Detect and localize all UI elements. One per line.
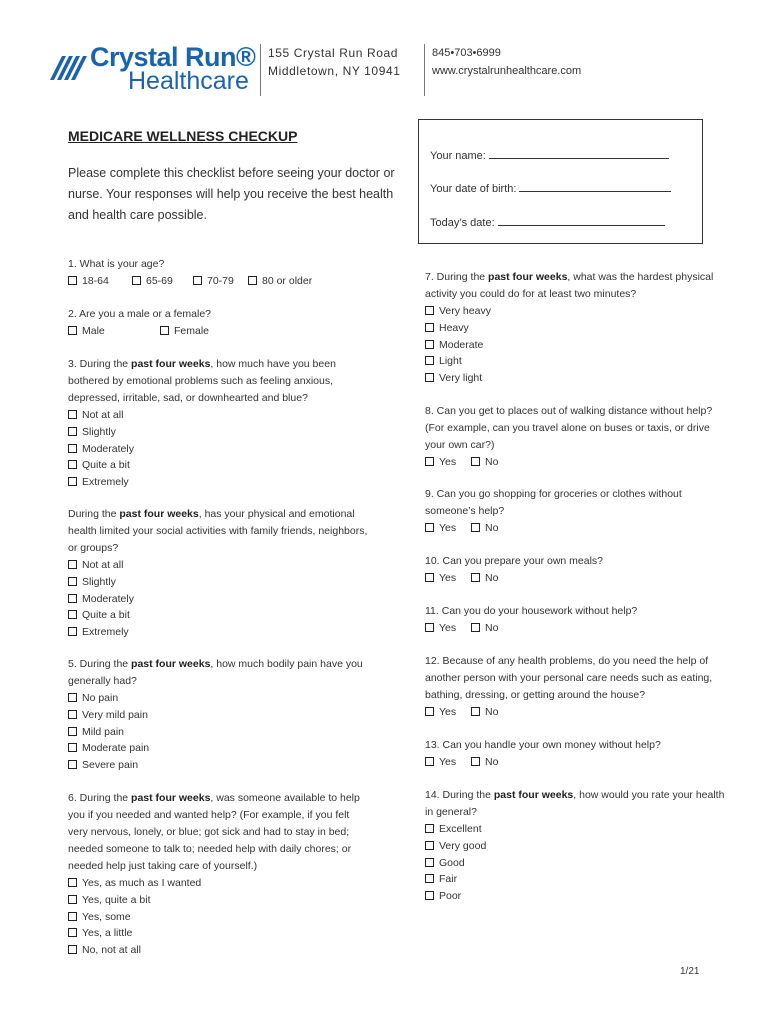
checkbox[interactable] bbox=[68, 577, 77, 586]
checkbox[interactable] bbox=[471, 707, 480, 716]
checkbox[interactable] bbox=[425, 623, 434, 632]
address-line-1: 155 Crystal Run Road bbox=[268, 46, 399, 60]
checkbox[interactable] bbox=[68, 477, 77, 486]
checkbox[interactable] bbox=[68, 410, 77, 419]
checkbox[interactable] bbox=[471, 757, 480, 766]
option-yes[interactable]: Yes bbox=[425, 520, 456, 537]
checkbox[interactable] bbox=[68, 945, 77, 954]
option-no[interactable]: No bbox=[471, 620, 498, 637]
option-very-mild-pain[interactable]: Very mild pain bbox=[68, 707, 378, 724]
dob-row bbox=[430, 181, 671, 195]
option-yes-as-much-as-wanted[interactable]: Yes, as much as I wanted bbox=[68, 875, 368, 892]
question-text: 6. During the past four weeks, was someone available to help you if you needed and wanted help? (For example, if you felt very nervous, lonely, or blue; got sick and had to stay in bed; needed someone to talk to; needed help with daily chores; or needed help just taking care of yourself.) bbox=[68, 792, 360, 872]
checkbox[interactable] bbox=[425, 841, 434, 850]
checkbox[interactable] bbox=[425, 573, 434, 582]
checkbox[interactable] bbox=[68, 895, 77, 904]
question-7 bbox=[425, 269, 725, 387]
option-yes[interactable]: Yes bbox=[425, 570, 456, 587]
question-4 bbox=[68, 506, 368, 641]
option-poor[interactable]: Poor bbox=[425, 888, 725, 905]
option-slightly[interactable]: Slightly bbox=[68, 424, 358, 441]
option-severe-pain[interactable]: Severe pain bbox=[68, 757, 378, 774]
question-13 bbox=[425, 737, 725, 771]
options-row bbox=[68, 323, 398, 340]
option-70-79[interactable]: 70-79 bbox=[193, 273, 234, 290]
checkbox[interactable] bbox=[68, 710, 77, 719]
question-14 bbox=[425, 787, 725, 905]
option-male[interactable]: Male bbox=[68, 323, 105, 340]
option-65-69[interactable]: 65-69 bbox=[132, 273, 173, 290]
option-heavy[interactable]: Heavy bbox=[425, 320, 725, 337]
option-very-light[interactable]: Very light bbox=[425, 370, 725, 387]
question-text: 5. During the past four weeks, how much bodily pain have you generally had? bbox=[68, 658, 363, 687]
options-row bbox=[425, 754, 725, 771]
contact-block bbox=[432, 44, 581, 80]
option-yes[interactable]: Yes bbox=[425, 704, 456, 721]
address-line-2: Middletown, NY 10941 bbox=[268, 64, 401, 78]
option-yes[interactable]: Yes bbox=[425, 620, 456, 637]
checkbox[interactable] bbox=[471, 457, 480, 466]
options-row bbox=[425, 454, 725, 471]
checkbox[interactable] bbox=[68, 444, 77, 453]
option-no[interactable]: No bbox=[471, 754, 498, 771]
option-yes[interactable]: Yes bbox=[425, 454, 456, 471]
checkbox[interactable] bbox=[425, 824, 434, 833]
option-not-at-all[interactable]: Not at all bbox=[68, 407, 358, 424]
options-row bbox=[68, 273, 398, 290]
checkbox[interactable] bbox=[68, 693, 77, 702]
checkbox[interactable] bbox=[68, 326, 77, 335]
checkbox[interactable] bbox=[425, 457, 434, 466]
option-yes[interactable]: Yes bbox=[425, 754, 456, 771]
option-female[interactable]: Female bbox=[160, 323, 209, 340]
question-text: 10. Can you prepare your own meals? bbox=[425, 555, 604, 567]
checkbox[interactable] bbox=[425, 707, 434, 716]
checkbox[interactable] bbox=[160, 326, 169, 335]
options-row bbox=[425, 570, 725, 587]
checkbox[interactable] bbox=[193, 276, 202, 285]
checkbox[interactable] bbox=[471, 623, 480, 632]
checkbox[interactable] bbox=[68, 427, 77, 436]
option-yes-some[interactable]: Yes, some bbox=[68, 909, 368, 926]
options-row bbox=[425, 704, 725, 721]
question-text: 9. Can you go shopping for groceries or clothes without someone’s help? bbox=[425, 488, 682, 517]
crystal-run-logo-mark-icon bbox=[48, 46, 88, 86]
option-mild-pain[interactable]: Mild pain bbox=[68, 724, 378, 741]
question-text: 12. Because of any health problems, do you need the help of another person with your personal care needs such as eating, bathing, dressing, or getting around the house? bbox=[425, 655, 713, 701]
question-text: 13. Can you handle your own money without help? bbox=[425, 739, 661, 751]
checkbox[interactable] bbox=[68, 460, 77, 469]
checkbox[interactable] bbox=[68, 912, 77, 921]
option-quite-a-bit[interactable]: Quite a bit bbox=[68, 607, 368, 624]
form-title: MEDICARE WELLNESS CHECKUP bbox=[68, 128, 298, 144]
patient-info-box bbox=[418, 119, 703, 244]
option-no[interactable]: No bbox=[471, 520, 498, 537]
option-no-pain[interactable]: No pain bbox=[68, 690, 378, 707]
option-no-not-at-all[interactable]: No, not at all bbox=[68, 942, 368, 959]
question-text: 3. During the past four weeks, how much have you been bothered by emotional problems such as feeling anxious, depressed, irritable, sad, or downhearted and blue? bbox=[68, 358, 336, 404]
option-slightly[interactable]: Slightly bbox=[68, 574, 368, 591]
option-extremely[interactable]: Extremely bbox=[68, 624, 368, 641]
option-light[interactable]: Light bbox=[425, 353, 725, 370]
option-not-at-all[interactable]: Not at all bbox=[68, 557, 368, 574]
checkbox[interactable] bbox=[425, 323, 434, 332]
logo-text-crystal-run: Crystal Run® bbox=[90, 42, 256, 72]
your-name-row bbox=[430, 148, 669, 162]
checkbox[interactable] bbox=[425, 757, 434, 766]
today-field[interactable] bbox=[498, 215, 665, 226]
form-intro: Please complete this checklist before seeing your doctor or nurse. Your responses will help you receive the best health and health care possible. bbox=[68, 166, 395, 222]
option-no[interactable]: No bbox=[471, 570, 498, 587]
checkbox[interactable] bbox=[68, 743, 77, 752]
option-moderate-pain[interactable]: Moderate pain bbox=[68, 740, 378, 757]
question-6 bbox=[68, 790, 368, 959]
option-80-or-older[interactable]: 80 or older bbox=[248, 273, 312, 290]
your-name-label: Your name: bbox=[430, 150, 486, 162]
checkbox[interactable] bbox=[471, 523, 480, 532]
header-divider bbox=[260, 44, 261, 96]
option-yes-quite-a-bit[interactable]: Yes, quite a bit bbox=[68, 892, 368, 909]
checkbox[interactable] bbox=[68, 928, 77, 937]
options-row bbox=[425, 620, 725, 637]
option-no[interactable]: No bbox=[471, 454, 498, 471]
question-10 bbox=[425, 553, 725, 587]
option-extremely[interactable]: Extremely bbox=[68, 474, 358, 491]
dob-field[interactable] bbox=[519, 181, 671, 192]
question-5 bbox=[68, 656, 378, 774]
checkbox[interactable] bbox=[68, 594, 77, 603]
checkbox[interactable] bbox=[425, 373, 434, 382]
option-excellent[interactable]: Excellent bbox=[425, 821, 725, 838]
question-9 bbox=[425, 486, 725, 537]
checkbox[interactable] bbox=[425, 356, 434, 365]
question-2 bbox=[68, 306, 398, 340]
crystal-run-logo bbox=[48, 44, 258, 96]
question-3 bbox=[68, 356, 358, 491]
checkbox[interactable] bbox=[248, 276, 257, 285]
question-text: During the past four weeks, has your physical and emotional health limited your social activities with family friends, neighbors, or groups? bbox=[68, 508, 368, 554]
question-11 bbox=[425, 603, 725, 637]
checkbox[interactable] bbox=[68, 627, 77, 636]
checkbox[interactable] bbox=[68, 560, 77, 569]
question-8 bbox=[425, 403, 725, 471]
your-name-field[interactable] bbox=[489, 148, 669, 159]
checkbox[interactable] bbox=[425, 523, 434, 532]
checkbox[interactable] bbox=[132, 276, 141, 285]
option-moderately[interactable]: Moderately bbox=[68, 591, 368, 608]
question-text: 14. During the past four weeks, how would you rate your health in general? bbox=[425, 789, 725, 818]
question-text: 8. Can you get to places out of walking distance without help? (For example, can you travel alone on buses or taxis, or drive your own car?) bbox=[425, 405, 713, 451]
checkbox[interactable] bbox=[68, 610, 77, 619]
dob-label: Your date of birth: bbox=[430, 183, 517, 195]
page-number: 1/21 bbox=[680, 966, 700, 977]
address-block bbox=[268, 44, 401, 80]
checkbox[interactable] bbox=[68, 276, 77, 285]
website-link[interactable]: www.crystalrunhealthcare.com bbox=[432, 65, 582, 77]
option-yes-a-little[interactable]: Yes, a little bbox=[68, 925, 368, 942]
question-12 bbox=[425, 653, 725, 721]
today-row bbox=[430, 215, 665, 229]
question-text: 7. During the past four weeks, what was the hardest physical activity you could do for at least two minutes? bbox=[425, 271, 714, 300]
option-very-good[interactable]: Very good bbox=[425, 838, 725, 855]
today-label: Today’s date: bbox=[430, 217, 495, 229]
question-text: 1. What is your age? bbox=[68, 258, 165, 270]
option-fair[interactable]: Fair bbox=[425, 871, 725, 888]
question-text: 11. Can you do your housework without help? bbox=[425, 605, 638, 617]
checkbox[interactable] bbox=[425, 874, 434, 883]
phone-number: 845•703•6999 bbox=[432, 47, 501, 59]
header-divider bbox=[424, 44, 425, 96]
option-moderately[interactable]: Moderately bbox=[68, 441, 358, 458]
option-very-heavy[interactable]: Very heavy bbox=[425, 303, 725, 320]
checkbox[interactable] bbox=[425, 891, 434, 900]
logo-text-healthcare: Healthcare bbox=[128, 67, 249, 95]
options-row bbox=[425, 520, 725, 537]
checkbox[interactable] bbox=[471, 573, 480, 582]
option-quite-a-bit[interactable]: Quite a bit bbox=[68, 457, 358, 474]
checkbox[interactable] bbox=[68, 760, 77, 769]
question-text: 2. Are you a male or a female? bbox=[68, 308, 211, 320]
question-1 bbox=[68, 256, 398, 290]
checkbox[interactable] bbox=[425, 858, 434, 867]
checkbox[interactable] bbox=[425, 306, 434, 315]
checkbox[interactable] bbox=[425, 340, 434, 349]
option-18-64[interactable]: 18-64 bbox=[68, 273, 109, 290]
option-moderate[interactable]: Moderate bbox=[425, 337, 725, 354]
option-no[interactable]: No bbox=[471, 704, 498, 721]
checkbox[interactable] bbox=[68, 727, 77, 736]
checkbox[interactable] bbox=[68, 878, 77, 887]
option-good[interactable]: Good bbox=[425, 855, 725, 872]
